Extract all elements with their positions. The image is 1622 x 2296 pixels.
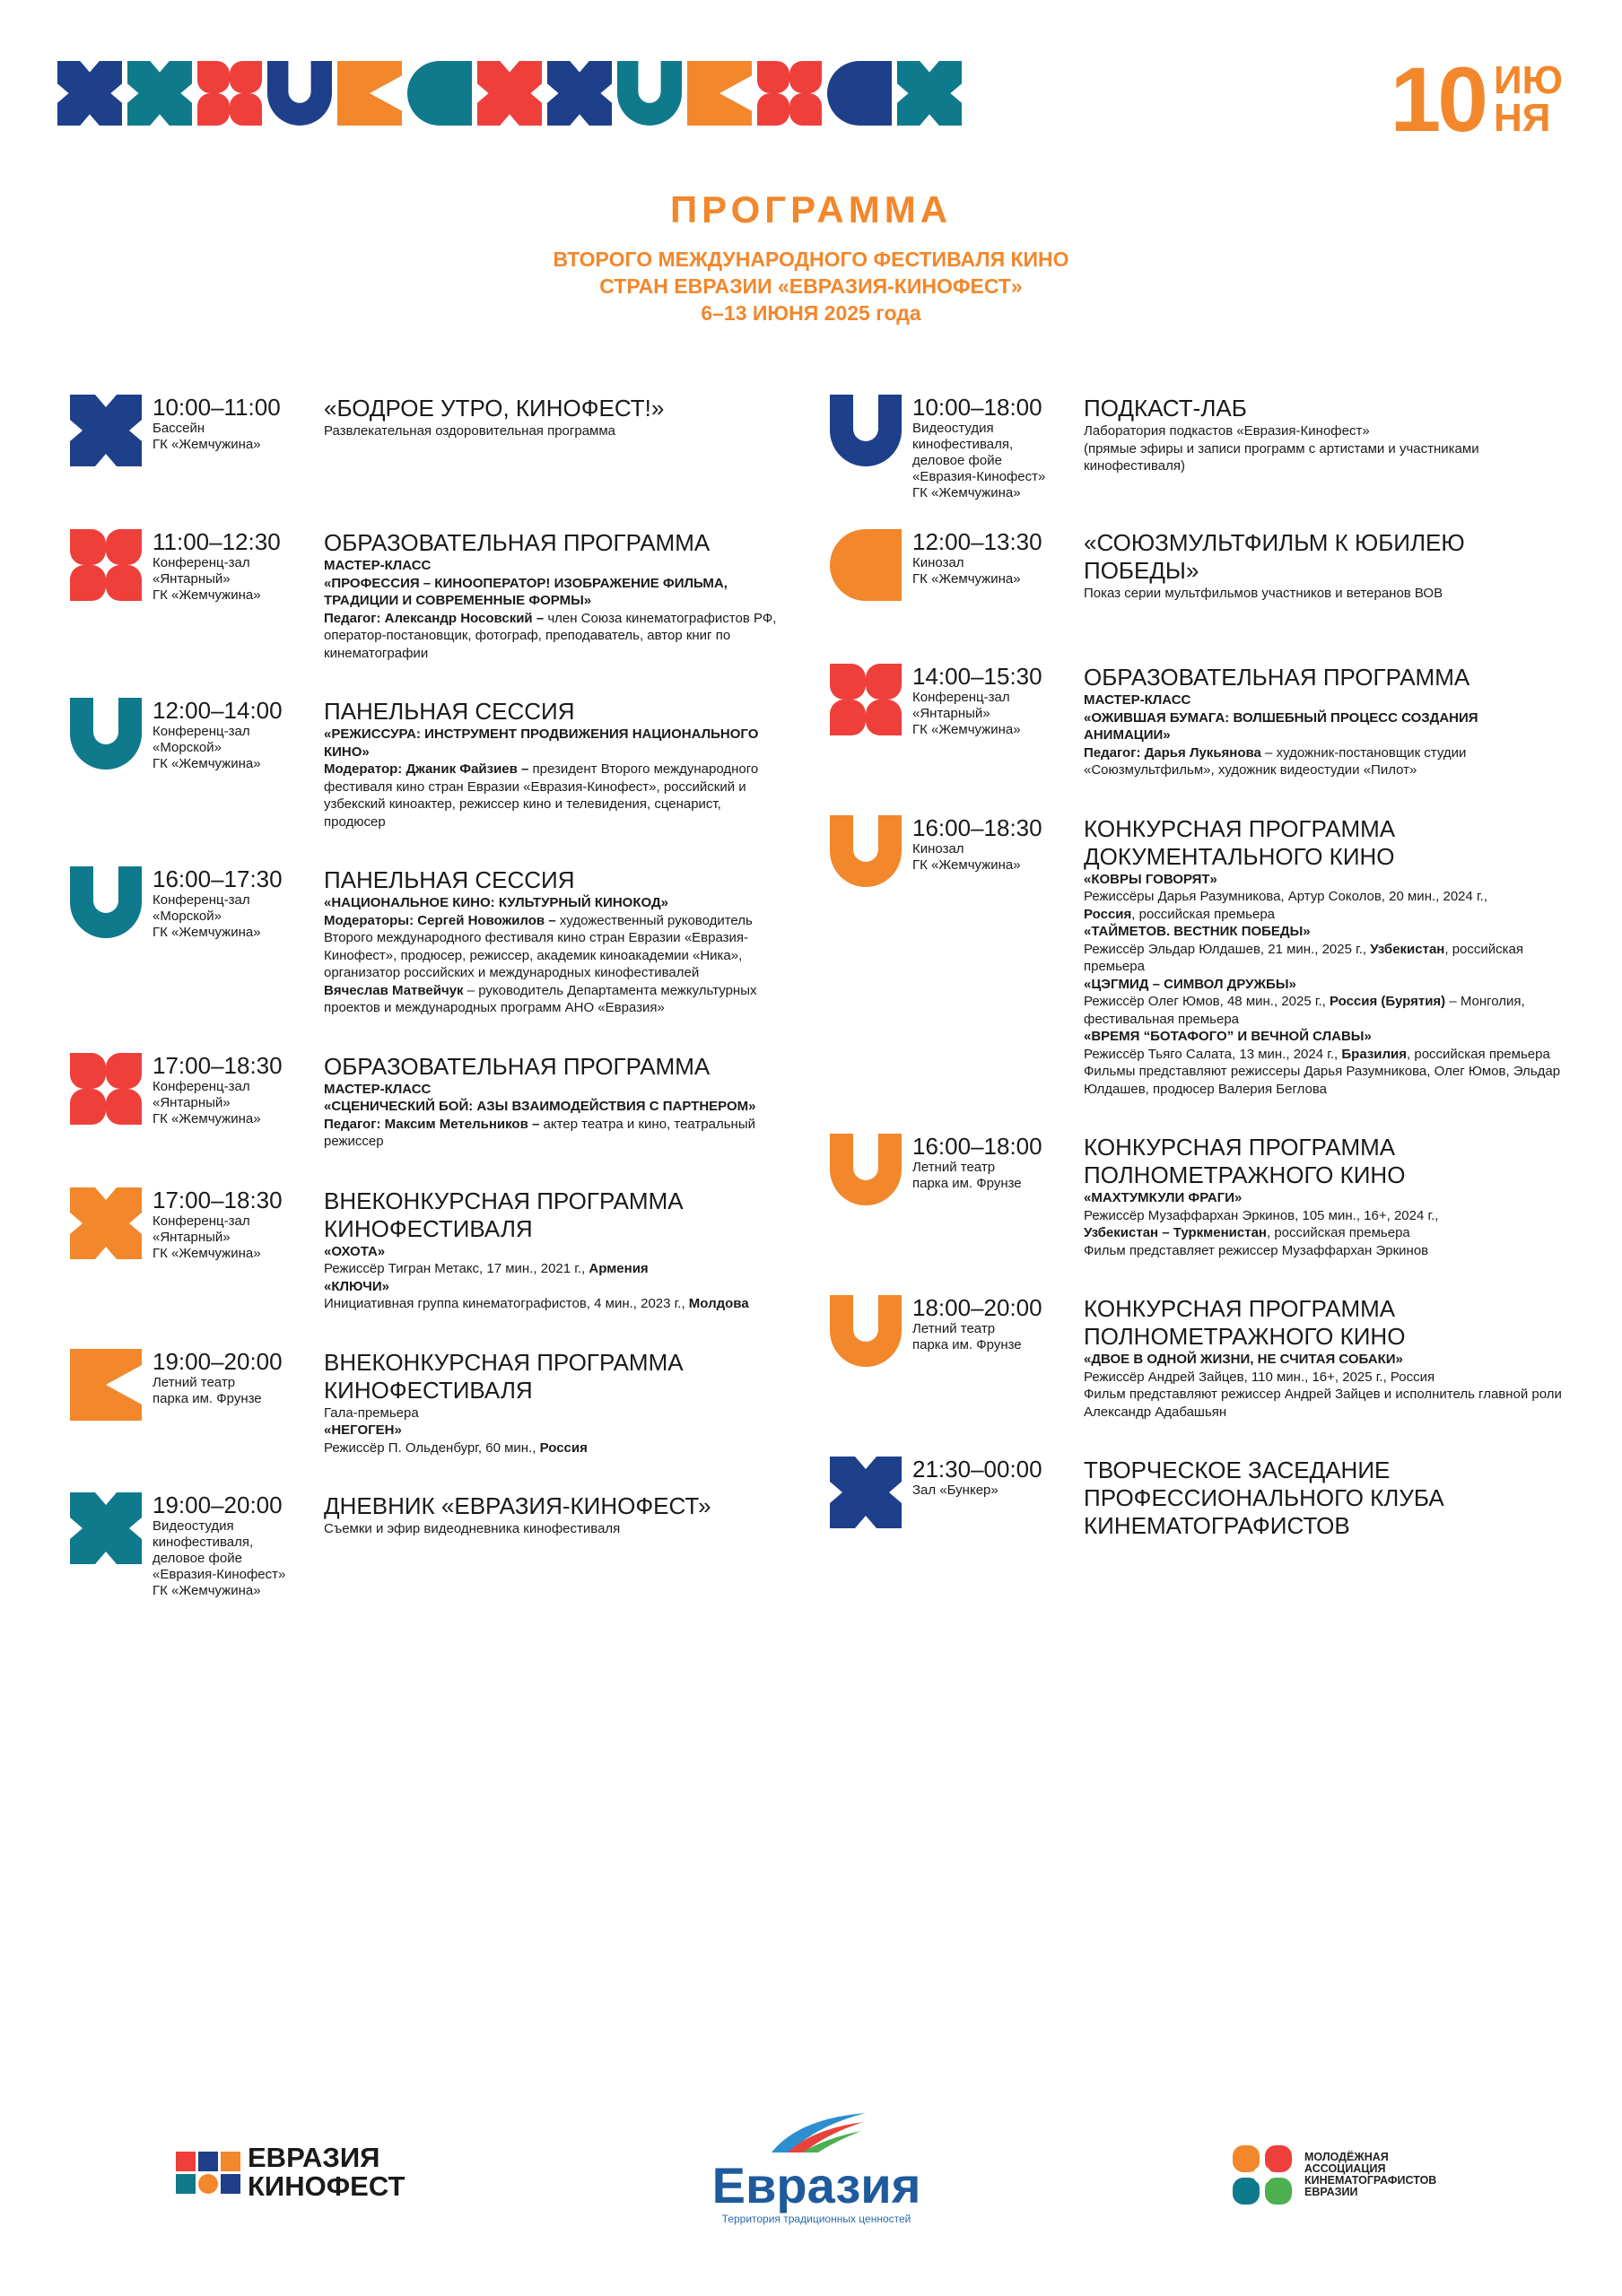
event-venue: Конференц-зал «Морской» ГК «Жемчужина»	[153, 724, 261, 771]
event-body	[1084, 1295, 1565, 1421]
diamond-icon	[70, 1187, 142, 1259]
diamond-icon	[127, 57, 192, 129]
kinofest-logo-text	[248, 2144, 405, 2201]
event-description: «ОХОТА» Режиссёр Тигран Метакс, 17 мин., 2021 г., Армения «КЛЮЧИ» Инициативная группа кинематографистов, 4 мин., 2023 г., Молдова	[324, 1243, 749, 1311]
schedule-event	[830, 1457, 1565, 1555]
event-time: 17:00–18:30	[153, 1051, 283, 1079]
event-venue: Зал «Бункер»	[912, 1483, 998, 1498]
event-body	[1084, 1134, 1565, 1259]
event-title: ВНЕКОНКУРСНАЯ ПРОГРАММА КИНОФЕСТИВАЛЯ	[324, 1187, 684, 1242]
event-time-block	[912, 1457, 1078, 1499]
schedule-column-right	[830, 395, 1565, 1591]
event-body	[1084, 815, 1565, 1099]
eurasia-logo-tagline: Территория традиционных ценностей	[721, 2213, 911, 2225]
event-title: ВНЕКОНКУРСНАЯ ПРОГРАММА КИНОФЕСТИВАЛЯ	[324, 1348, 684, 1404]
event-body	[324, 529, 779, 662]
event-venue: Конференц-зал «Янтарный» ГК «Жемчужина»	[912, 690, 1021, 737]
schedule-event	[70, 698, 779, 831]
cup-icon	[70, 698, 142, 770]
event-time: 12:00–14:00	[153, 697, 283, 724]
cup-icon	[267, 57, 332, 129]
event-time: 10:00–11:00	[153, 394, 281, 421]
event-body	[324, 1187, 779, 1313]
event-time-block	[912, 664, 1078, 738]
date-day: 10	[1390, 48, 1485, 151]
event-venue: Летний театр парка им. Фрунзе	[912, 1160, 1022, 1191]
youth-association-logo	[1231, 2144, 1436, 2206]
event-description: МАСТЕР-КЛАСС «ОЖИВШАЯ БУМАГА: ВОЛШЕБНЫЙ ПРОЦЕСС СОЗДАНИЯ АНИМАЦИИ» Педагог: Дарья Лукьянова – художник-постановщик студии «Союзмультфильм», художник видеостудии «Пилот»	[1084, 692, 1478, 778]
flower-icon	[70, 1053, 142, 1125]
association-logo-text	[1304, 2152, 1436, 2198]
event-body	[324, 1349, 779, 1457]
schedule-event	[70, 395, 779, 493]
event-title: ПАНЕЛЬНАЯ СЕССИЯ	[324, 866, 575, 893]
event-time-block	[153, 1492, 318, 1599]
event-venue: Конференц-зал «Морской» ГК «Жемчужина»	[153, 892, 261, 940]
event-title: ДНЕВНИК «ЕВРАЗИЯ-КИНОФЕСТ»	[324, 1492, 711, 1519]
event-title: КОНКУРСНАЯ ПРОГРАММА ПОЛНОМЕТРАЖНОГО КИНО	[1084, 1295, 1406, 1350]
page-header	[0, 188, 1622, 326]
cup-icon	[830, 395, 902, 466]
event-venue: Конференц-зал «Янтарный» ГК «Жемчужина»	[153, 555, 261, 603]
leaf-icon	[830, 529, 902, 601]
flower-icon	[757, 57, 822, 129]
event-title: ПАНЕЛЬНАЯ СЕССИЯ	[324, 698, 575, 725]
event-time-block	[912, 1295, 1078, 1353]
event-body	[324, 1053, 779, 1151]
subtitle-line: ВТОРОГО МЕЖДУНАРОДНОГО ФЕСТИВАЛЯ КИНО	[553, 248, 1069, 271]
event-time: 19:00–20:00	[153, 1492, 283, 1518]
event-body	[1084, 529, 1565, 603]
cup-icon	[830, 1295, 902, 1367]
schedule-event	[830, 394, 1565, 500]
flower-icon	[70, 529, 142, 601]
event-description: Развлекательная оздоровительная программа	[324, 423, 616, 439]
flower-icon	[830, 664, 902, 735]
event-title: ОБРАЗОВАТЕЛЬНАЯ ПРОГРАММА	[324, 529, 711, 556]
eurasia-kinofest-logo	[176, 2144, 405, 2201]
event-title: ОБРАЗОВАТЕЛЬНАЯ ПРОГРАММА	[1084, 664, 1470, 691]
logo-text-line: ЕВРАЗИЯ	[248, 2142, 380, 2173]
event-title: КОНКУРСНАЯ ПРОГРАММА ПОЛНОМЕТРАЖНОГО КИНО	[1084, 1134, 1406, 1188]
event-time: 16:00–18:30	[912, 813, 1042, 841]
page-subtitle	[0, 246, 1622, 326]
event-body	[1084, 1457, 1565, 1540]
event-description: «НАЦИОНАЛЬНОЕ КИНО: КУЛЬТУРНЫЙ КИНОКОД» Модераторы: Сергей Новожилов – художественный руководитель Второго международного фестиваля кино стран Евразии «Евразия-Кинофест», продюсер, режиссер, академик киноакадемии «Ника», организатор российских и международных кинофестивалей Вячеслав Матвейчук – руководитель Департамента межкультурных проектов и международных программ АНО «Евразия»	[324, 895, 757, 1015]
cup-icon	[830, 815, 902, 887]
schedule-event	[70, 529, 779, 662]
event-venue: Летний театр парка им. Фрунзе	[153, 1374, 262, 1406]
event-venue: Кинозал ГК «Жемчужина»	[912, 840, 1021, 873]
leaf-icon	[827, 57, 892, 129]
event-body	[1084, 664, 1565, 779]
event-description: «МАХТУМКУЛИ ФРАГИ» Режиссёр Музаффархан Эркинов, 105 мин., 16+, 2024 г., Узбекистан – Туркменистан, российская премьера Фильм представляет режиссер Музаффархан Эркинов	[1084, 1190, 1439, 1258]
event-venue: Видеостудия кинофестиваля, деловое фойе «Евразия-Кинофест» ГК «Жемчужина»	[912, 421, 1046, 500]
date-month-line: НЯ	[1494, 96, 1551, 140]
event-time: 21:30–00:00	[912, 1456, 1042, 1483]
event-body	[324, 395, 779, 440]
event-time-block	[153, 1053, 318, 1127]
event-title: ПОДКАСТ-ЛАБ	[1084, 395, 1247, 422]
event-venue: Видеостудия кинофестиваля, деловое фойе «Евразия-Кинофест» ГК «Жемчужина»	[153, 1518, 286, 1598]
event-time: 19:00–20:00	[153, 1347, 283, 1375]
event-description: Показ серии мультфильмов участников и ветеранов ВОВ	[1084, 586, 1443, 601]
event-time-block	[912, 529, 1078, 587]
schedule-event	[830, 1134, 1565, 1259]
schedule-column-left	[70, 395, 779, 1627]
event-body	[324, 698, 779, 831]
diamond-icon	[477, 57, 542, 129]
association-emblem-icon	[1231, 2144, 1294, 2206]
event-venue: Летний театр парка им. Фрунзе	[912, 1321, 1022, 1352]
event-venue: Конференц-зал «Янтарный» ГК «Жемчужина»	[153, 1078, 261, 1126]
schedule-event	[830, 815, 1565, 1099]
schedule-event	[70, 1053, 779, 1152]
leaf-icon	[407, 57, 472, 129]
logo-text-line: КИНОФЕСТ	[248, 2170, 406, 2202]
event-description: Лаборатория подкастов «Евразия-Кинофест» (прямые эфиры и записи программ с артистами и участниками кинофестиваля)	[1084, 423, 1479, 474]
event-time-block	[153, 395, 318, 453]
event-time: 11:00–12:30	[153, 528, 281, 555]
event-time-block	[153, 1187, 318, 1262]
logo-text-line: КИНЕМАТОГРАФИСТОВ	[1304, 2174, 1437, 2187]
event-time: 12:00–13:30	[912, 528, 1042, 555]
event-time-block	[912, 395, 1078, 501]
notch-icon	[337, 57, 402, 129]
logo-text-line: МОЛОДЁЖНАЯ	[1304, 2151, 1389, 2163]
event-description: МАСТЕР-КЛАСС «СЦЕНИЧЕСКИЙ БОЙ: АЗЫ ВЗАИМОДЕЙСТВИЯ С ПАРТНЕРОМ» Педагог: Максим Метельников – актер театра и кино, театральный режиссер	[324, 1081, 756, 1149]
decorative-banner	[57, 57, 962, 129]
schedule-event	[70, 1349, 779, 1457]
event-venue: Кинозал ГК «Жемчужина»	[912, 555, 1021, 587]
event-time: 14:00–15:30	[912, 663, 1042, 690]
cup-icon	[70, 866, 142, 938]
cup-icon	[617, 57, 682, 129]
page-title: ПРОГРАММА	[669, 188, 953, 230]
diamond-icon	[57, 57, 122, 129]
subtitle-line: СТРАН ЕВРАЗИИ «ЕВРАЗИЯ-КИНОФЕСТ»	[599, 274, 1023, 298]
event-time-block	[153, 866, 318, 941]
eurasia-logo	[709, 2109, 924, 2225]
schedule-event	[830, 1295, 1565, 1421]
event-description: Съемки и эфир видеодневника кинофестиваля	[324, 1521, 621, 1536]
event-time: 18:00–20:00	[912, 1294, 1042, 1321]
diamond-icon	[830, 1457, 902, 1528]
event-body	[324, 1492, 779, 1538]
diamond-icon	[70, 395, 142, 466]
event-description: Гала-премьера «НЕГОГЕН» Режиссёр П. Ольденбург, 60 мин., Россия	[324, 1405, 588, 1456]
eurasia-swoosh-icon	[763, 2109, 870, 2154]
event-time: 17:00–18:30	[153, 1186, 283, 1213]
event-title: КОНКУРСНАЯ ПРОГРАММА ДОКУМЕНТАЛЬНОГО КИНО	[1084, 814, 1396, 870]
event-description: «КОВРЫ ГОВОРЯТ» Режиссёры Дарья Разумникова, Артур Соколов, 20 мин., 2024 г., Россия, российская премьера «ТАЙМЕТОВ. ВЕСТНИК ПОБЕДЫ» Режиссёр Эльдар Юлдашев, 21 мин., 2025 г., Узбекистан, российская премьера «ЦЭГМИД – СИМВОЛ ДРУЖБЫ» Режиссёр Олег Юмов, 48 мин., 2025 г., Россия (Бурятия) – Монголия, фестивальная премьера «ВРЕМЯ “БОТАФОГО” И ВЕЧНОЙ СЛАВЫ» Режиссёр Тьяго Салата, 13 мин., 2024 г., Бразилия, российская премьера Фильмы представляют режиссеры Дарья Разумникова, Олег Юмов, Эльдар Юлдашев, продюсер Валерия Беглова	[1084, 871, 1561, 1097]
subtitle-line: 6–13 ИЮНЯ 2025 года	[701, 301, 921, 325]
notch-icon	[70, 1349, 142, 1421]
kinofest-logo-mark	[176, 2152, 240, 2194]
schedule-event	[70, 866, 779, 1017]
event-time-block	[153, 529, 318, 604]
event-description: МАСТЕР-КЛАСС «ПРОФЕССИЯ – КИНООПЕРАТОР! ИЗОБРАЖЕНИЕ ФИЛЬМА, ТРАДИЦИИ И СОВРЕМЕННЫЕ ФОРМЫ» Педагог: Александр Носовский – член Союза кинематографистов РФ, оператор-постановщик, фотограф, преподаватель, автор книг по кинематографии	[324, 558, 777, 661]
event-title: ТВОРЧЕСКОЕ ЗАСЕДАНИЕ ПРОФЕССИОНАЛЬНОГО КЛУБА КИНЕМАТОГРАФИСТОВ	[1084, 1457, 1444, 1539]
event-time-block	[153, 1349, 318, 1407]
event-venue: Конференц-зал «Янтарный» ГК «Жемчужина»	[153, 1213, 261, 1261]
event-time-block	[912, 815, 1078, 874]
event-body	[324, 866, 779, 1017]
event-title: «БОДРОЕ УТРО, КИНОФЕСТ!»	[324, 395, 665, 422]
event-time: 16:00–18:00	[912, 1133, 1042, 1160]
event-description: «РЕЖИССУРА: ИНСТРУМЕНТ ПРОДВИЖЕНИЯ НАЦИОНАЛЬНОГО КИНО» Модератор: Джаник Файзиев – президент Второго международного фестиваля кино стран Евразии «Евразия-Кинофест», российский и узбекский киноактер, режиссер кино и телевидения, сценарист, продюсер	[324, 726, 759, 830]
event-time-block	[912, 1134, 1078, 1192]
notch-icon	[687, 57, 752, 129]
date-month-line: ИЮ	[1494, 58, 1563, 102]
event-venue: Бассейн ГК «Жемчужина»	[153, 421, 261, 452]
date-month	[1494, 58, 1563, 140]
schedule-event	[830, 664, 1565, 779]
event-date	[1390, 48, 1563, 151]
diamond-icon	[547, 57, 612, 129]
diamond-icon	[70, 1492, 142, 1564]
schedule-event	[70, 1492, 779, 1598]
logo-text-line: ЕВРАЗИИ	[1304, 2186, 1358, 2198]
schedule-event	[70, 1187, 779, 1313]
event-time-block	[153, 698, 318, 772]
logo-text-line: АССОЦИАЦИЯ	[1304, 2162, 1386, 2175]
event-description: «ДВОЕ В ОДНОЙ ЖИЗНИ, НЕ СЧИТАЯ СОБАКИ» Режиссёр Андрей Зайцев, 110 мин., 16+, 2025 г., Россия Фильм представляют режиссер Андрей Зайцев и исполнитель главной роли Александр Адабашьян	[1084, 1352, 1562, 1420]
event-title: «СОЮЗМУЛЬТФИЛЬМ К ЮБИЛЕЮ ПОБЕДЫ»	[1084, 529, 1465, 584]
schedule-event	[830, 529, 1565, 628]
diamond-icon	[897, 57, 962, 129]
event-title: ОБРАЗОВАТЕЛЬНАЯ ПРОГРАММА	[324, 1052, 711, 1080]
eurasia-logo-name: Евразия	[711, 2157, 921, 2213]
event-time: 16:00–17:30	[153, 865, 283, 892]
event-time: 10:00–18:00	[912, 394, 1042, 421]
flower-icon	[197, 57, 262, 129]
cup-icon	[830, 1134, 902, 1205]
event-body	[1084, 395, 1565, 475]
